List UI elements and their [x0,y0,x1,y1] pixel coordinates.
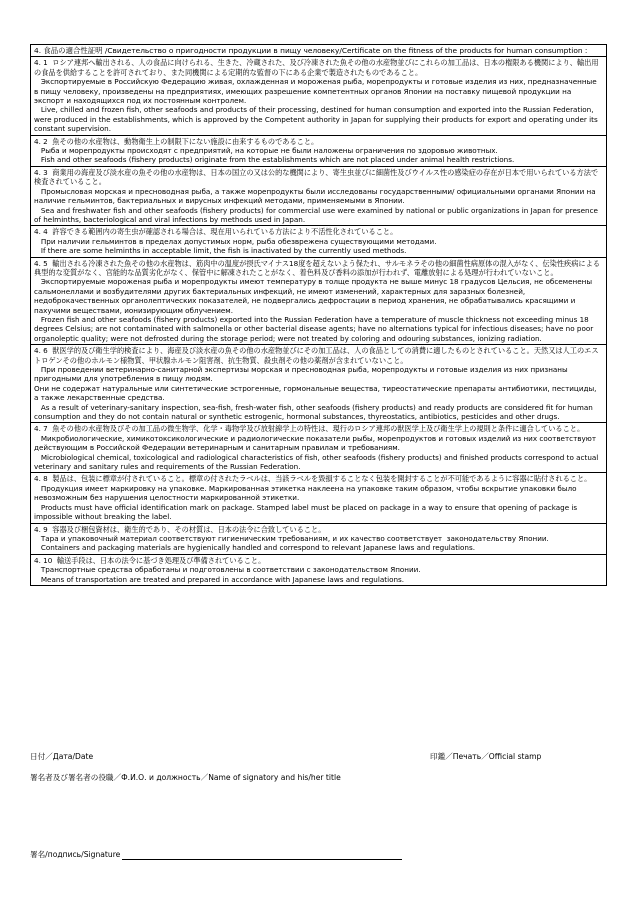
section-4-5 [31,258,606,346]
date-label: 日付／Дата/Date [30,752,94,761]
section-4-2-jp: 4. 2 魚その他の水産物は、動物衛生上の制限下にない施設に由来するものであること。 [34,136,319,146]
section-4-2 [31,136,606,167]
signature-underline [122,850,402,860]
signatory-label: 署名者及び署名者の役職／Ф.И.О. и должность／Name of signatory and his/her title [30,773,341,782]
section-4-8-en: Products must have official identification mark on package. Stamped label must be placed on package in a way to ensure that opening of package is impossible without breaking the label. [34,502,580,522]
section-4-8-ru: Продукция имеет маркировку на упаковке. Маркированная этикетка наклеена на упаковке таким образом, чтобы вскрытие упаковки было невозможным без нарушения целостности маркированной этикетки. [34,483,579,503]
section-4-6-ru-a: При проведении ветеринарно-санитарной экспертизы морская и пресноводная рыба, морепродукты и готовые изделия из них признаны пригодными для употребления в пищу людям. [34,365,570,384]
section-4-9-jp: 4. 9 容器及び梱包資材は、衛生的であり、その材質は、日本の法令に合致していること。 [34,524,326,534]
section-4-4-ru: При наличии гельминтов в пределах допустимых норм, рыба обезврежена существующими методами. [34,236,437,246]
section-4-10 [31,555,606,585]
section-4-9-ru: Тара и упаковочный материал соответствуют гигиеническим требованиям, и их качество соответствует законодательству Японии. [34,533,549,543]
section-4-2-en: Fish and other seafoods (fishery products) originate from the establishments which are not placed under animal health restrictions. [34,155,515,165]
signature-field [30,850,402,860]
section-4-3-ru: Промысловая морская и пресноводная рыба, а также морепродукты были исследованы государственными/ официальными органами Японии на наличие гельминтов, бактериальных и вирусных инфекций методами, применяемыми в Японии. [34,186,598,206]
section-4-1-jp: 4. 1 ロシア連邦へ輸出される、人の食品に向けられる、生きた、冷蔵された、及び冷凍された魚その他の水産物並びにこれらの加工品は、日本の権限ある機関により、輸出用の食品を供給することを許可されており、また同機関による定期的な監督の下にある企業で製造されたものであること。 [34,58,599,77]
section-4-7-ru: Микробиологические, химикотоксикологические и радиологические показатели рыбы, морепродуктов и готовых изделий из них соответствуют действующим в Российской Федерации ветеринарным и санитарным правилам и требованиям. [34,433,599,453]
official-stamp-label: 印鑑／Печать／Official stamp [430,752,542,761]
certificate-title: 4. 食品の適合性証明 /Свидетельство о пригодности продукции в пищу человеку/Certificate on the fitness of the products for human consumption : [34,46,588,55]
section-4-1-ru: Экспортируемые в Российскую Федерацию живая, охлажденная и мороженая рыба, морепродукты и готовые изделия из них, предназначенные в пищу человеку, произведены на предприятиях, имеющих разрешение компетентных органов Японии на поставку пищевой продукции на экспорт и находящихся под их постоянным контролем. [34,77,599,106]
section-4-10-jp: 4. 10 輸送手段は、日本の法令に基づき処理及び準備されていること。 [34,555,266,565]
signature-label: 署名/подпись/Signature [30,850,121,859]
section-4-7 [31,423,606,473]
section-4-4-jp: 4. 4 許容できる範囲内の寄生虫が確認される場合は、現在用いられている方法により不活性化されていること。 [34,227,398,237]
section-4-6 [31,345,606,423]
section-4-1-en: Live, chilled and frozen fish, other seafoods and products of their processing, destined for human consumption and exported into the Russian Federation, were produced in the establishments, which is approved by the Competent authority in Japan for supplying their products for export and operating under its constant supervision. [34,105,600,134]
section-4-6-en: As a result of veterinary-sanitary inspection, sea-fish, fresh-water fish, other seafoods (fishery products) and ready products are considered fit for human consumption and they do not contain natural or synthetic estrogenic, hormonal substances, thyreostatics, antibiotics, pesticides and other drugs. [34,402,596,422]
section-4-9 [31,524,606,555]
section-4-9-en: Containers and packaging materials are hygienically handled and correspond to relevant Japanese laws and regulations. [34,543,475,553]
section-4-7-jp: 4. 7 魚その他の水産物及びその加工品の微生物学、化学・毒物学及び放射線学上の特性は、現行のロシア連邦の獣医学上及び衛生学上の規則と条件に適合していること。 [34,424,585,434]
section-4-3 [31,167,606,226]
section-4-8-jp: 4. 8 製品は、包装に標章が付されていること。標章の付されたラベルは、当該ラベルを毀損することなく包装を開封することが不可能であるように容器に貼付されること。 [34,474,592,484]
certificate-header-row [31,45,606,57]
section-4-3-jp: 4. 3 商業用の海産及び淡水産の魚その他の水産物は、日本の国立の又は公的な機関により、寄生虫並びに細菌性及びウイルス性の感染症の存在が日本で用いられている方法で検査されていること。 [34,167,599,187]
section-4-10-en: Means of transportation are treated and prepared in accordance with Japanese laws and regulations. [34,574,405,584]
section-4-2-ru: Рыба и морепродукты происходят с предприятий, на которые не были наложены ограничения по здоровью животных. [34,146,498,156]
section-4-5-ru: Экспортируемые мороженая рыба и морепродукты имеют температуру в толще продукта не выше минус 18 градусов Цельсия, не обсеменены сальмонеллами и возбудителями других бактериальных инфекций, не имеют изменений, характерных для заразных болезней, недоброкачественных органолептических показателей, не подвергались дефростации в период хранения, не обрабатывались красящими и пахучими веществами, ионизирующим облучением. [34,277,595,315]
section-4-5-en: Frozen fish and other seafoods (fishery products) exported into the Russian Federation have a temperature of muscle thickness not exceeding minus 18 degrees Celsius; are not contaminated with salmonella or other bacterial disease agents; have no alternations typical for infectious diseases; have no poor organoleptic quality; were not defrosted during the storage period; were not treated by coloring and odouring substances, ionizing radiation. [34,314,596,343]
section-4-1 [31,57,606,135]
section-4-10-ru: Транспортные средства обработаны и подготовлены в соответствии с законодательством Японии. [34,565,421,575]
section-4-4 [31,226,606,257]
section-4-7-en: Microbiological chemical, toxicological and radiological characteristics of fish, other seafoods (fishery products) and finished products correspond to actual veterinary and sanitary rules and requirements of the Russian Federation. [34,452,601,472]
section-4-5-jp: 4. 5 輸出される冷凍された魚その他の水産物は、筋肉中の温度が摂氏マイナス18度を超えないよう保たれ、サルモネラその他の細菌性病原体の混入がなく、伝染性疾病による典型的な変質がなく、官能的な品質劣化がなく、保管中に解凍されたことがなく、着色料及び香料の添加が行われず、電離放射による処理が行われていないこと。 [34,258,600,277]
section-4-3-en: Sea and freshwater fish and other seafoods (fishery products) for commercial use were examined by national or public organizations in Japan for presence of helminths, bacteriological and viral infections by methods used in Japan. [34,205,601,224]
section-4-6-jp: 4. 6 獣医学的及び衛生学的検査により、海産及び淡水産の魚その他の水産物並びにその加工品は、人の食品としての消費に適したものとされていること。天然又は人工のエストロゲンその他のホルモン様物質、甲状腺ホルモン阻害剤、抗生物質、殺虫剤その他の薬剤が含まれていないこと。 [34,346,599,365]
certificate-table [30,44,607,586]
section-4-6-ru-b: Они не содержат натуральные или синтетические эстрогенные, гормональные вещества, тиреостатические препараты антибиотики, пестициды, а также лекарственные средства. [34,383,599,403]
section-4-8 [31,473,606,523]
section-4-4-en: If there are some helminths in acceptable limit, the fish is inactivated by the currently used methods. [34,246,407,256]
